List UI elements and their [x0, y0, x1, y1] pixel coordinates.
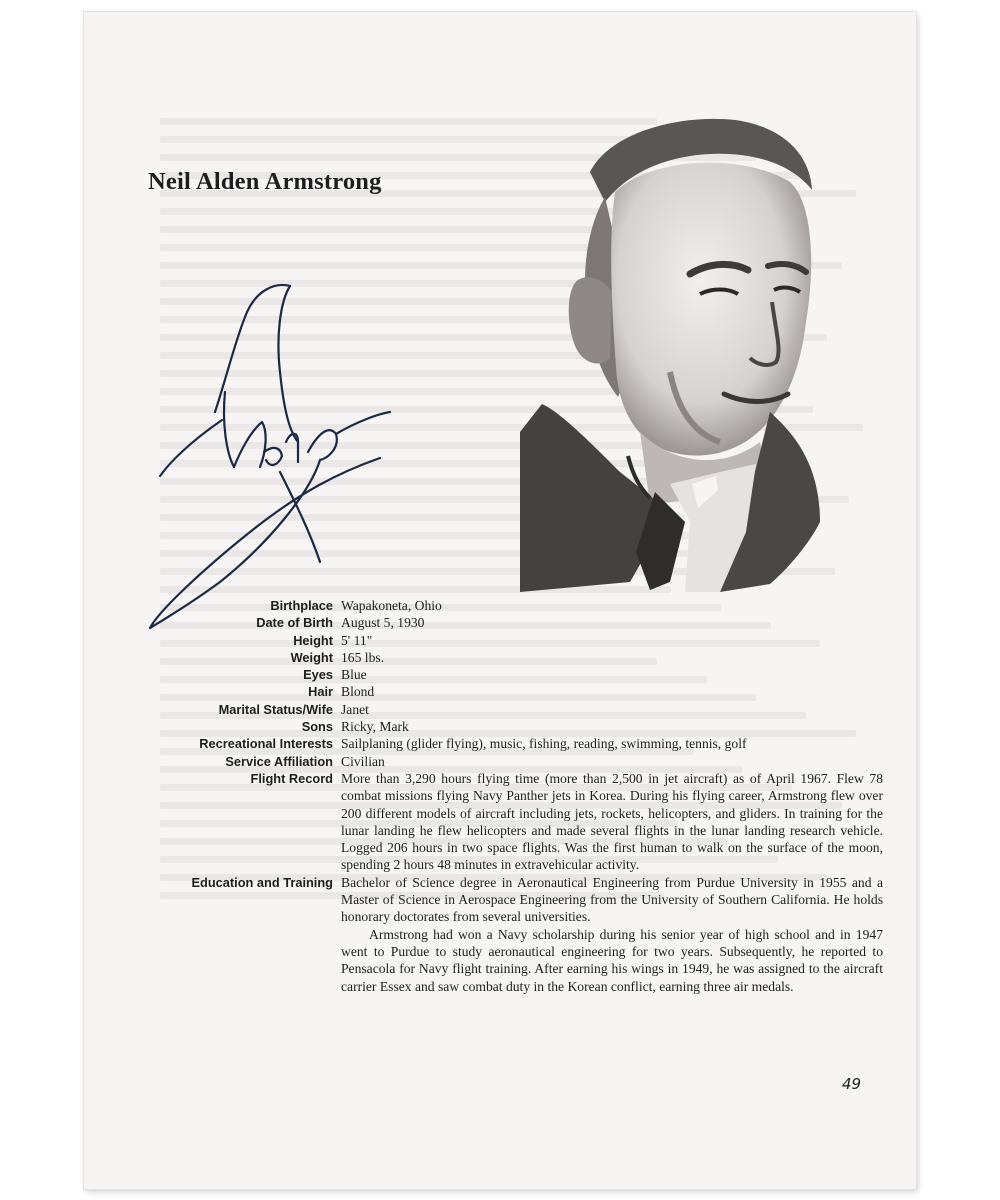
fact-row-recreational-interests	[148, 735, 883, 752]
education-paragraph: Bachelor of Science degree in Aeronautical Engineering from Purdue University in 1955 and a Master of Science in Aerospace Engineering from the University of Southern California. He holds honorary doctorates from several universities.	[341, 874, 883, 925]
fact-value: Blond	[341, 684, 375, 700]
fact-value: Blue	[341, 667, 367, 683]
fact-row-birthplace	[148, 597, 883, 614]
education-paragraph: Armstrong had won a Navy scholarship during his senior year of high school and in 1947 went to Purdue to study aeronautical engineering for two years. Subsequently, he reported to Pensacola for Navy flight training. After earning his wings in 1949, he was assigned to the aircraft carrier Essex and saw combat duty in the Korean conflict, earning three air medals.	[341, 926, 883, 994]
fact-label: Weight	[290, 649, 333, 665]
fact-label: Marital Status/Wife	[218, 701, 333, 717]
fact-label: Sons	[301, 719, 333, 735]
fact-label: Recreational Interests	[199, 736, 333, 752]
fact-label: Birthplace	[270, 598, 333, 613]
fact-row-sons	[148, 718, 883, 735]
fact-value: Civilian	[341, 753, 385, 769]
fact-label: Date of Birth	[256, 615, 333, 631]
fact-label: Hair	[308, 684, 333, 700]
page-title: Neil Alden Armstrong	[148, 168, 382, 195]
fact-row-hair	[148, 683, 883, 700]
fact-value: 5' 11"	[341, 632, 373, 648]
fact-label: Service Affiliation	[225, 753, 333, 769]
fact-row-service-affiliation	[148, 753, 883, 770]
fact-row-flight-record	[148, 770, 883, 874]
fact-value: 165 lbs.	[341, 649, 385, 665]
fact-value: Janet	[341, 701, 369, 717]
fact-value: August 5, 1930	[341, 615, 425, 631]
fact-label: Flight Record	[250, 770, 333, 786]
fact-row-marital-status	[148, 701, 883, 718]
fact-label: Education and Training	[191, 874, 333, 890]
education-text	[341, 874, 883, 995]
fact-row-date-of-birth	[148, 614, 883, 631]
biography-facts	[148, 597, 883, 995]
flight-record-text: More than 3,290 hours flying time (more than 2,500 in jet aircraft) as of April 1967. Flew 78 combat missions flying Navy Panther jets in Korea. During his flying career, Armstrong flew over 200 different models of aircraft including jets, rockets, helicopters, and gliders. In training for the lunar landing he flew helicopters and made several flights in the lunar landing research vehicle. Logged 206 hours in two space flights. Was the first human to walk on the surface of the moon, spending 2 hours 48 minutes in extravehicular activity.	[341, 770, 883, 873]
fact-row-eyes	[148, 666, 883, 683]
portrait-illustration	[520, 112, 840, 594]
page-number: 49	[842, 1075, 862, 1093]
fact-row-education	[148, 874, 883, 995]
fact-value: Sailplaning (glider flying), music, fishing, reading, swimming, tennis, golf	[341, 736, 747, 752]
fact-label: Eyes	[303, 667, 333, 683]
handwritten-signature	[130, 262, 430, 642]
fact-value: Wapakoneta, Ohio	[341, 598, 442, 613]
fact-row-weight	[148, 649, 883, 666]
fact-row-height	[148, 632, 883, 649]
fact-label: Height	[293, 632, 333, 648]
fact-value: Ricky, Mark	[341, 719, 409, 735]
